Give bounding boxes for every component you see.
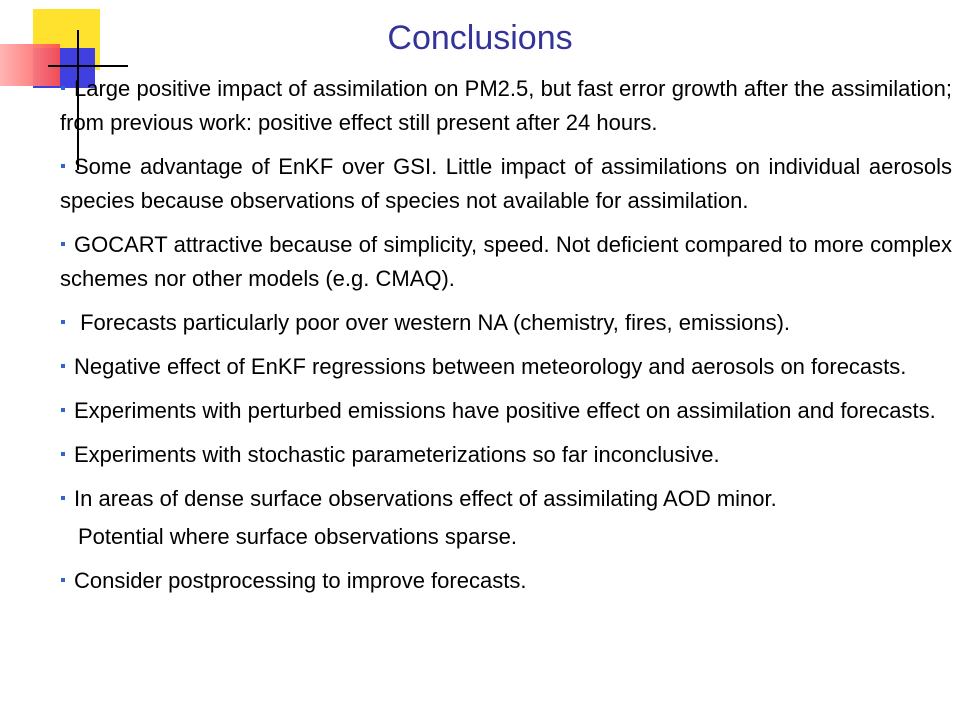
- bullet-text: Some advantage of EnKF over GSI. Little impact of assimilations on individual aerosols species because observations of species not available for assimilation.: [60, 154, 952, 213]
- slide-title: Conclusions: [387, 19, 573, 57]
- bullet-icon: [61, 452, 65, 456]
- bullet-text: Negative effect of EnKF regressions between meteorology and aerosols on forecasts.: [74, 354, 907, 379]
- bullet-icon: [61, 496, 65, 500]
- bullet-icon: [61, 320, 65, 324]
- bullet-item: [60, 482, 952, 516]
- bullet-icon: [61, 242, 65, 246]
- bullet-text: Experiments with perturbed emissions have positive effect on assimilation and forecasts.: [74, 398, 936, 423]
- bullet-item: [60, 306, 952, 340]
- bullet-text: In areas of dense surface observations effect of assimilating AOD minor.: [74, 486, 777, 511]
- bullet-item: [60, 438, 952, 472]
- bullet-icon: [61, 408, 65, 412]
- bullet-item: [60, 350, 952, 384]
- bullet-text: Consider postprocessing to improve forecasts.: [74, 568, 527, 593]
- continuation-text: Potential where surface observations sparse.: [78, 524, 518, 549]
- bullet-text: GOCART attractive because of simplicity, speed. Not deficient compared to more complex schemes nor other models (e.g. CMAQ).: [60, 232, 952, 291]
- bullet-icon: [61, 164, 65, 168]
- bullet-icon: [61, 364, 65, 368]
- decoration-horizontal-line: [48, 65, 128, 67]
- bullet-icon: [61, 86, 65, 90]
- bullet-item: [60, 72, 952, 140]
- bullet-icon: [61, 578, 65, 582]
- bullet-item: [60, 150, 952, 218]
- bullet-text: Forecasts particularly poor over western NA (chemistry, fires, emissions).: [74, 310, 791, 335]
- bullet-list: [60, 72, 952, 608]
- bullet-item: [60, 394, 952, 428]
- bullet-item: [60, 564, 952, 598]
- bullet-item: [60, 228, 952, 296]
- bullet-text: Large positive impact of assimilation on PM2.5, but fast error growth after the assimilation; from previous work: positive effect still present after 24 hours.: [60, 76, 952, 135]
- bullet-text: Experiments with stochastic parameterizations so far inconclusive.: [74, 442, 720, 467]
